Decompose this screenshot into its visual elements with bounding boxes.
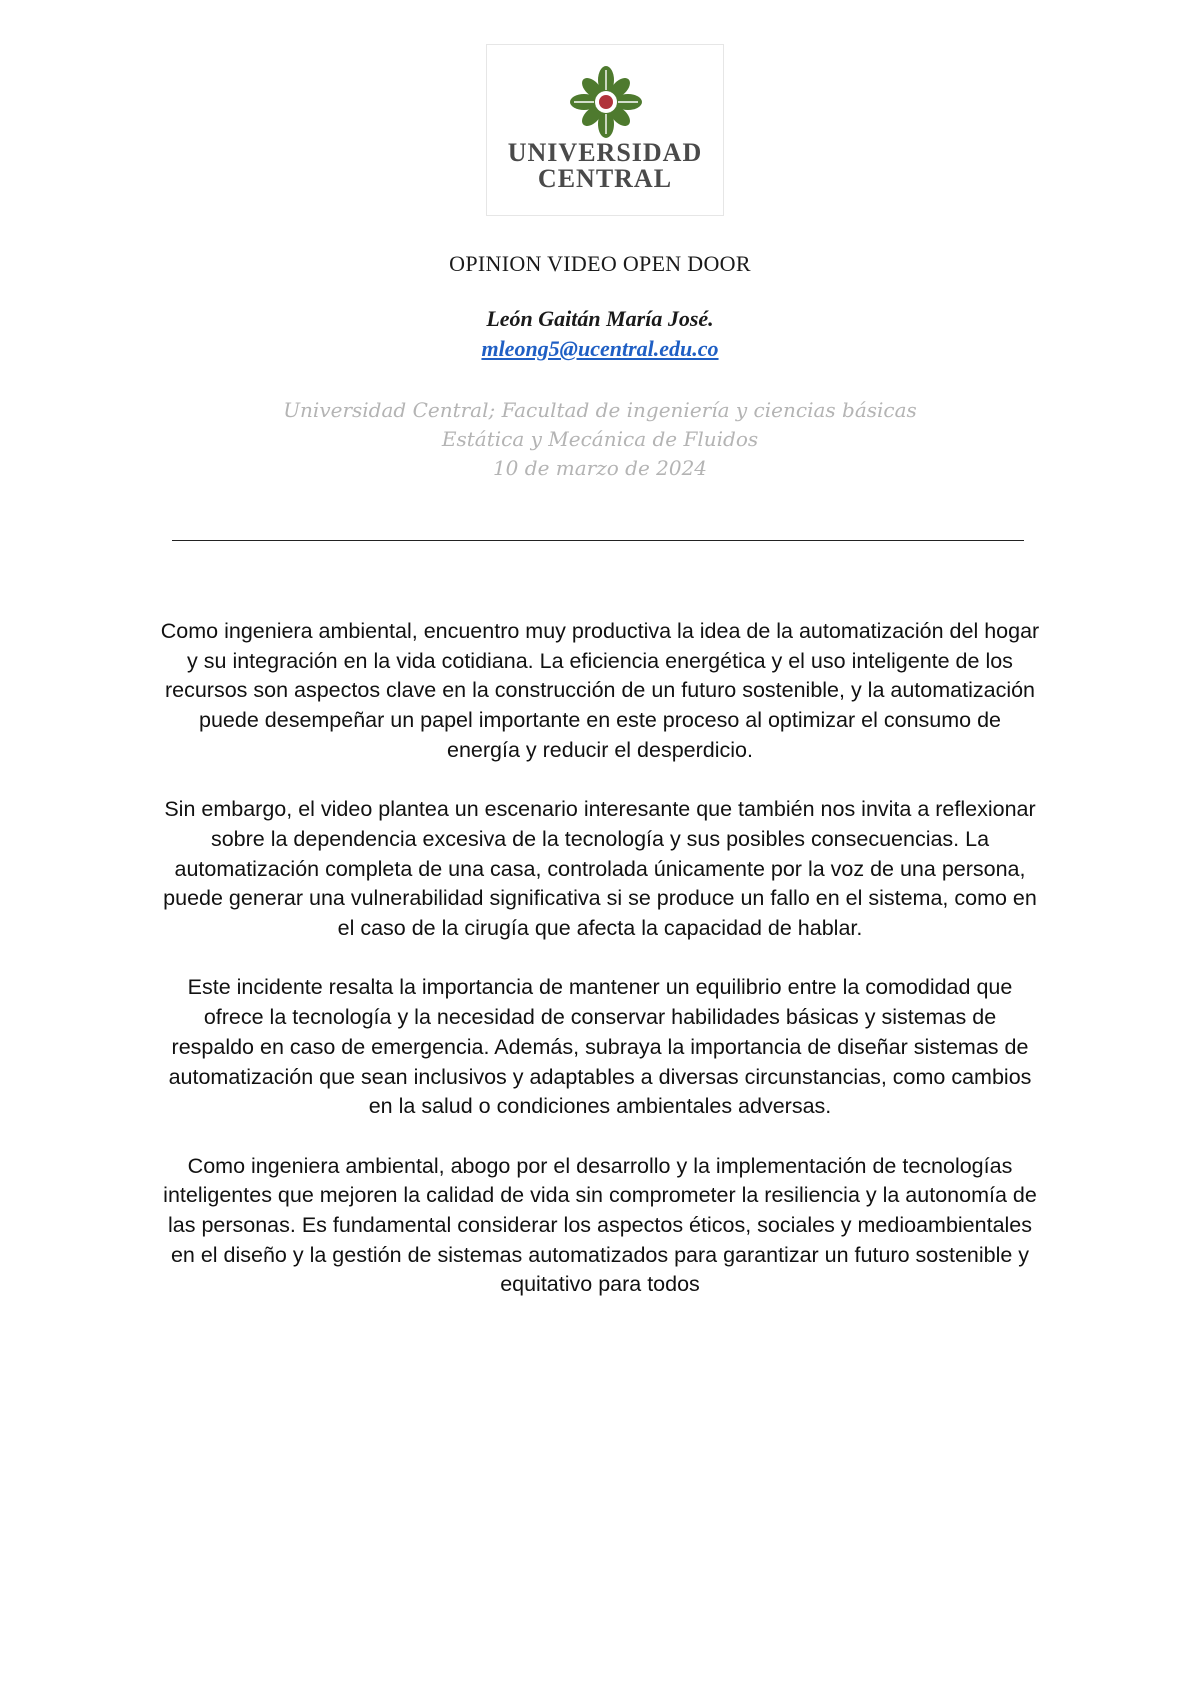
affiliation-block bbox=[0, 396, 1200, 483]
horizontal-divider bbox=[172, 540, 1024, 541]
body-paragraph: Sin embargo, el video plantea un escenario interesante que también nos invita a reflexionar sobre la dependencia excesiva de la tecnología y sus posibles consecuencias. La automatización completa de una casa, controlada únicamente por la voz de una persona, puede generar una vulnerabilidad significativa si se produce un fallo en el sistema, como en el caso de la cirugía que afecta la capacidad de hablar. bbox=[163, 797, 1037, 941]
document-title: OPINION VIDEO OPEN DOOR bbox=[449, 251, 751, 276]
body-paragraph: Como ingeniera ambiental, encuentro muy productiva la idea de la automatización del hogar y su integración en la vida cotidiana. La eficiencia energética y el uso inteligente de los recursos son aspectos clave en la construcción de un futuro sostenible, y la automatización puede desempeñar un papel importante en este proceso al optimizar el consumo de energía y reducir el desperdicio. bbox=[160, 619, 1040, 762]
affiliation-course: Estática y Mecánica de Fluidos bbox=[441, 427, 759, 451]
author-name: León Gaitán María José. bbox=[486, 306, 714, 331]
logo-text-line1: UNIVERSIDAD bbox=[507, 138, 703, 167]
university-logo bbox=[486, 44, 724, 216]
author-email bbox=[0, 336, 1200, 362]
body-text bbox=[160, 617, 1040, 1330]
logo-text-line2: CENTRAL bbox=[537, 164, 673, 193]
affiliation-institution: Universidad Central; Facultad de ingeniería y ciencias básicas bbox=[283, 398, 917, 422]
affiliation-date: 10 de marzo de 2024 bbox=[492, 456, 708, 480]
body-paragraph: Este incidente resalta la importancia de mantener un equilibrio entre la comodidad que ofrece la tecnología y la necesidad de conservar habilidades básicas y sistemas de respaldo en caso de emergencia. Además, subraya la importancia de diseñar sistemas de automatización que sean inclusivos y adaptables a diversas circunstancias, como cambios en la salud o condiciones ambientales adversas. bbox=[168, 975, 1032, 1119]
email-link[interactable]: mleong5@ucentral.edu.co bbox=[481, 336, 719, 361]
leaf-emblem-icon bbox=[569, 65, 643, 139]
body-paragraph: Como ingeniera ambiental, abogo por el desarrollo y la implementación de tecnologías inteligentes que mejoren la calidad de vida sin comprometer la resiliencia y la autonomía de las personas. Es fundamental considerar los aspectos éticos, sociales y medioambientales en el diseño y la gestión de sistemas automatizados para garantizar un futuro sostenible y equitativo para todos bbox=[163, 1153, 1037, 1297]
